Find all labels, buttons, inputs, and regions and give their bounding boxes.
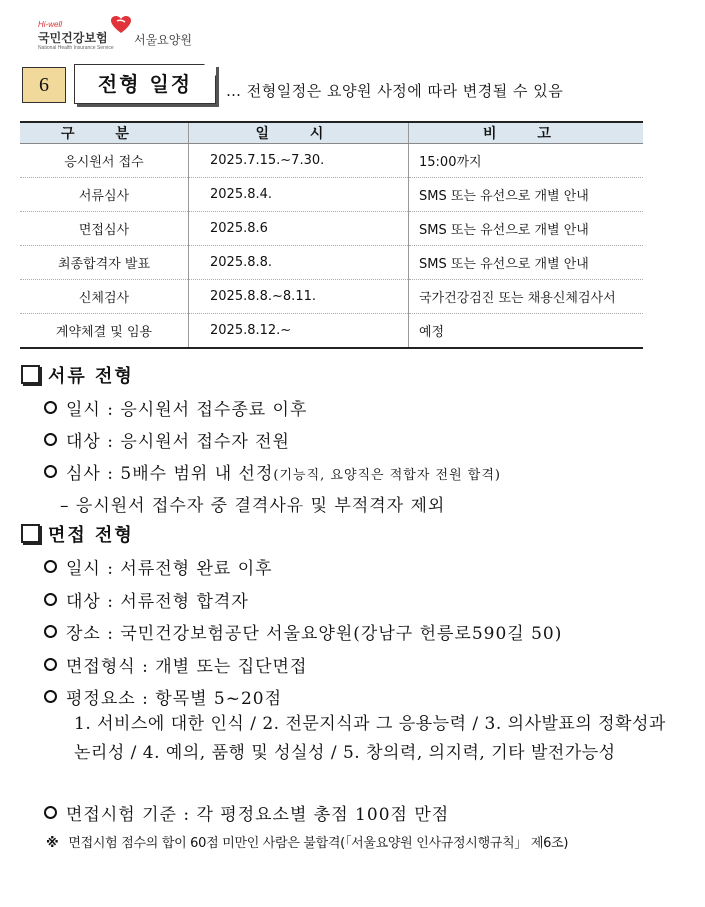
table-row bbox=[20, 178, 643, 212]
doc-screening-schedule-text: 일시 : 응시원서 접수종료 이후 bbox=[66, 400, 308, 420]
column-header-remark: 비 고 bbox=[409, 122, 644, 144]
logo-tagline: Hi-well bbox=[38, 20, 62, 29]
logo-name: 국민건강보험 bbox=[38, 31, 108, 45]
circle-bullet-icon bbox=[44, 805, 60, 821]
section-title bbox=[74, 64, 216, 104]
circle-bullet-icon bbox=[44, 559, 60, 575]
row-category: 계약체결 및 임용 bbox=[20, 314, 189, 349]
interview-target bbox=[44, 587, 249, 612]
row-date: 2025.8.8. bbox=[189, 246, 409, 280]
logo bbox=[30, 16, 220, 56]
doc-screening-title: 서류 전형 bbox=[48, 366, 134, 387]
interview-place bbox=[44, 619, 562, 644]
circle-bullet-icon bbox=[44, 464, 60, 480]
schedule-note: … 전형일정은 요양원 사정에 따라 변경될 수 있음 bbox=[226, 82, 564, 100]
row-category: 면접심사 bbox=[20, 212, 189, 246]
row-remark: SMS 또는 유선으로 개별 안내 bbox=[409, 178, 644, 212]
circle-bullet-icon bbox=[44, 432, 60, 448]
interview-passing bbox=[44, 800, 449, 825]
doc-screening-target bbox=[44, 427, 290, 452]
row-date: 2025.8.6 bbox=[189, 212, 409, 246]
heart-logo-icon bbox=[111, 16, 131, 34]
table-row bbox=[20, 212, 643, 246]
doc-screening-review-note: (기능직, 요양직은 적합자 전원 합격) bbox=[273, 468, 501, 483]
footnote bbox=[46, 832, 568, 851]
row-category: 서류심사 bbox=[20, 178, 189, 212]
interview-heading bbox=[21, 521, 134, 547]
row-remark: 국가건강검진 또는 채용신체검사서 bbox=[409, 280, 644, 314]
doc-screening-review-text: 심사 : 5배수 범위 내 선정 bbox=[66, 464, 274, 484]
section-title-text: 전형 일정 bbox=[97, 72, 193, 96]
circle-bullet-icon bbox=[44, 657, 60, 673]
interview-schedule-text: 일시 : 서류전형 완료 이후 bbox=[66, 559, 273, 579]
row-category: 신체검사 bbox=[20, 280, 189, 314]
interview-passing-text: 면접시험 기준 : 각 평정요소별 총점 100점 만점 bbox=[66, 805, 450, 825]
row-date: 2025.8.12.~ bbox=[189, 314, 409, 349]
interview-format bbox=[44, 652, 307, 677]
doc-screening-target-text: 대상 : 응시원서 접수자 전원 bbox=[66, 432, 290, 452]
row-category: 응시원서 접수 bbox=[20, 144, 189, 178]
row-remark: SMS 또는 유선으로 개별 안내 bbox=[409, 246, 644, 280]
interview-place-text: 장소 : 국민건강보험공단 서울요양원(강남구 헌릉로590길 50) bbox=[66, 624, 563, 644]
doc-screening-heading bbox=[21, 362, 134, 388]
logo-center-name: 서울요양원 bbox=[134, 33, 192, 47]
reference-mark-icon: ※ bbox=[46, 836, 59, 851]
interview-criteria-list: 1. 서비스에 대한 인식 / 2. 전문지식과 그 응용능력 / 3. 의사발표의 정확성과 논리성 / 4. 예의, 품행 및 성실성 / 5. 창의력, 의지력, 기타 발전가능성 bbox=[74, 714, 666, 763]
doc-screening-schedule bbox=[44, 395, 307, 420]
column-header-date: 일 시 bbox=[189, 122, 409, 144]
row-remark: 15:00까지 bbox=[409, 144, 644, 178]
table-row bbox=[20, 280, 643, 314]
interview-criteria bbox=[44, 684, 282, 709]
row-remark: 예정 bbox=[409, 314, 644, 349]
circle-bullet-icon bbox=[44, 400, 60, 416]
circle-bullet-icon bbox=[44, 689, 60, 705]
interview-title: 면접 전형 bbox=[48, 525, 134, 546]
page-fold-icon bbox=[204, 64, 216, 76]
checkbox-square-icon bbox=[21, 524, 40, 543]
interview-schedule bbox=[44, 554, 273, 579]
table-row bbox=[20, 144, 643, 178]
doc-screening-review bbox=[44, 459, 501, 484]
section-number: 6 bbox=[22, 67, 66, 103]
logo-subtitle: National Health Insurance Service bbox=[38, 45, 114, 51]
column-header-category: 구 분 bbox=[20, 122, 189, 144]
checkbox-square-icon bbox=[21, 365, 40, 384]
circle-bullet-icon bbox=[44, 624, 60, 640]
interview-target-text: 대상 : 서류전형 합격자 bbox=[66, 592, 249, 612]
table-row bbox=[20, 314, 643, 349]
footnote-text: 면접시험 점수의 합이 60점 미만인 사람은 불합격(「서울요양원 인사규정시행규칙」 제6조) bbox=[68, 836, 569, 851]
schedule-table bbox=[20, 121, 643, 349]
row-date: 2025.7.15.~7.30. bbox=[189, 144, 409, 178]
row-remark: SMS 또는 유선으로 개별 안내 bbox=[409, 212, 644, 246]
interview-criteria-text: 평정요소 : 항목별 5~20점 bbox=[66, 689, 283, 709]
row-date: 2025.8.4. bbox=[189, 178, 409, 212]
circle-bullet-icon bbox=[44, 592, 60, 608]
row-date: 2025.8.8.~8.11. bbox=[189, 280, 409, 314]
doc-screening-exclusion: – 응시원서 접수자 중 결격사유 및 부적격자 제외 bbox=[60, 496, 446, 516]
table-header-row bbox=[20, 122, 643, 144]
interview-format-text: 면접형식 : 개별 또는 집단면접 bbox=[66, 657, 308, 677]
row-category: 최종합격자 발표 bbox=[20, 246, 189, 280]
table-row bbox=[20, 246, 643, 280]
